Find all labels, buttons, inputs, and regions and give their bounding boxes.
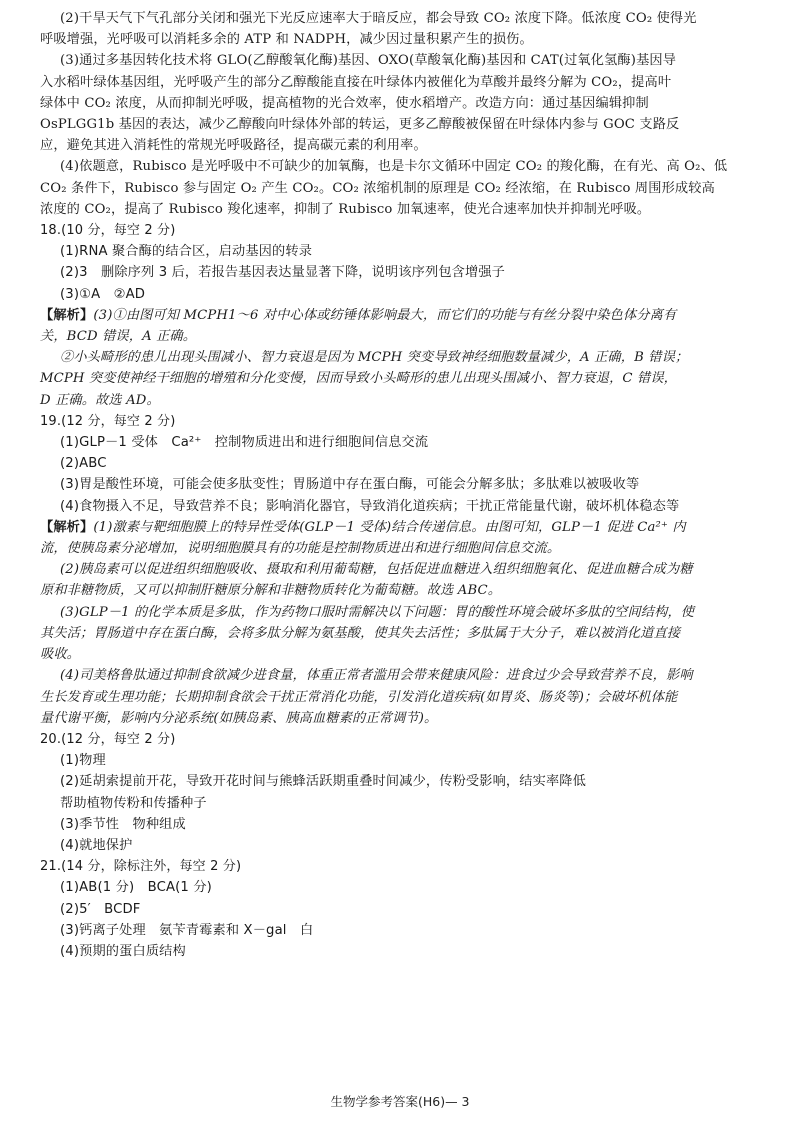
explanation-line: (4)司美格鲁肽通过抑制食欲减少进食量，体重正常者滥用会带来健康风险：进食过少会导致营养不良，影响 — [60, 668, 693, 684]
explanation-line: 关，BCD 错误，A 正确。 — [40, 329, 197, 345]
explanation-line: 流，使胰岛素分泌增加，说明细胞膜具有的功能是控制物质进出和进行细胞间信息交流。 — [40, 541, 561, 557]
answer-line: (3)①A ②AD — [60, 286, 146, 302]
question-heading: 20.(12 分，每空 2 分) — [40, 731, 176, 747]
q21-section — [40, 856, 768, 962]
text-line: 呼吸增强，光呼吸可以消耗多余的 ATP 和 NADPH，减少因过量积累产生的损伤。 — [40, 32, 533, 48]
explanation-line: MCPH 突变使神经干细胞的增殖和分化变慢，因而导致小头畸形的患儿出现头围减小、智力衰退，C 错误， — [40, 371, 677, 387]
page-footer: 生物学参考答案(H6)— 3 — [330, 1094, 470, 1109]
text-line: (4)依题意，Rubisco 是光呼吸中不可缺少的加氧酶，也是卡尔文循环中固定 CO₂ 的羧化酶，在有光、高 O₂、低 — [60, 159, 728, 175]
answer-line: (2)5′ BCDF — [60, 901, 141, 917]
q17-part4 — [40, 156, 768, 220]
text-line: (2)干旱天气下气孔部分关闭和强光下光反应速率大于暗反应，都会导致 CO₂ 浓度下降。低浓度 CO₂ 使得光 — [60, 11, 697, 26]
q17-part3 — [40, 50, 768, 156]
explanation-line: 生长发育或生理功能；长期抑制食欲会干扰正常消化功能，引发消化道疾病(如胃炎、肠炎等)；会破坏机体能 — [40, 689, 678, 705]
text-line: OsPLGG1b 基因的表达，减少乙醇酸向叶绿体外部的转运，更多乙醇酸被保留在叶绿体内参与 GOC 支路反 — [40, 117, 680, 133]
answer-line: (3)胃是酸性环境，可能会使多肽变性；胃肠道中存在蛋白酶，可能会分解多肽；多肽难以被吸收等 — [60, 477, 640, 493]
explanation-line: ②小头畸形的患儿出现头围减小、智力衰退是因为 MCPH 突变导致神经细胞数量减少，A 正确，B 错误； — [60, 350, 689, 366]
question-heading: 18.(10 分，每空 2 分) — [40, 223, 176, 239]
q18-section — [40, 220, 768, 411]
explanation-line — [40, 305, 768, 326]
explanation-label: 【解析】 — [40, 307, 94, 323]
question-heading: 19.(12 分，每空 2 分) — [40, 413, 176, 429]
text-line: CO₂ 条件下，Rubisco 参与固定 O₂ 产生 CO₂。CO₂ 浓缩机制的原理是 CO₂ 经浓缩，在 Rubisco 周围形成较高 — [40, 180, 715, 196]
text-line: 入水稻叶绿体基因组，光呼吸产生的部分乙醇酸能直接在叶绿体内被催化为草酸并最终分解为 CO₂，提高叶 — [40, 74, 672, 90]
explanation-line: 其失活；胃肠道中存在蛋白酶，会将多肽分解为氨基酸，使其失去活性；多肽属于大分子，难以被消化道直接 — [40, 625, 681, 641]
explanation-line: D 正确。故选 AD。 — [40, 392, 160, 408]
explanation-line: 原和非糖物质，又可以抑制肝糖原分解和非糖物质转化为葡萄糖。故选 ABC。 — [40, 583, 502, 599]
explanation-line: 吸收。 — [40, 647, 81, 663]
text-line: 浓度的 CO₂，提高了 Rubisco 羧化速率，抑制了 Rubisco 加氧速率，使光合速率加快并抑制光呼吸。 — [40, 201, 651, 217]
text-line: 绿体中 CO₂ 浓度，从而抑制光呼吸，提高植物的光合效率，使水稻增产。改造方向：通过基因编辑抑制 — [40, 95, 649, 111]
answer-line: (1)物理 — [60, 753, 106, 769]
explanation-line: (3)GLP－1 的化学本质是多肽，作为药物口服时需解决以下问题：胃的酸性环境会破坏多肽的空间结构，使 — [60, 604, 695, 620]
explanation-line: (2)胰岛素可以促进组织细胞吸收、摄取和利用葡萄糖，包括促进血糖进入组织细胞氧化、促进血糖合成为糖 — [60, 562, 693, 578]
answer-page — [40, 8, 768, 962]
q19-section — [40, 411, 768, 729]
answer-line: (2)ABC — [60, 456, 107, 472]
answer-line: (4)预期的蛋白质结构 — [60, 943, 186, 959]
answer-line: (2)延胡索提前开花，导致开花时间与熊蜂活跃期重叠时间减少，传粉受影响，结实率降低 — [60, 774, 586, 790]
answer-line: (1)RNA 聚合酶的结合区，启动基因的转录 — [60, 244, 313, 260]
answer-line: 帮助植物传粉和传播种子 — [60, 795, 207, 811]
explanation-line: 量代谢平衡，影响内分泌系统(如胰岛素、胰高血糖素的正常调节)。 — [40, 710, 438, 726]
q17-part2 — [40, 8, 768, 50]
explanation-line — [40, 517, 768, 538]
explanation-label: 【解析】 — [40, 519, 94, 535]
answer-line: (1)GLP－1 受体 Ca²⁺ 控制物质进出和进行细胞间信息交流 — [60, 435, 429, 451]
text-line: (3)通过多基因转化技术将 GLO(乙醇酸氧化酶)基因、OXO(草酸氧化酶)基因和 CAT(过氧化氢酶)基因导 — [60, 53, 677, 69]
explanation-text: (3)①由图可知 MCPH1～6 对中心体或纺锤体影响最大，而它们的功能与有丝分裂中染色体分离有 — [93, 307, 677, 323]
answer-line: (2)3 删除序列 3 后，若报告基因表达量显著下降，说明该序列包含增强子 — [60, 265, 506, 281]
answer-line: (3)季节性 物种组成 — [60, 816, 186, 832]
explanation-text: (1)激素与靶细胞膜上的特异性受体(GLP－1 受体)结合传递信息。由图可知，GLP－1 促进 Ca²⁺ 内 — [93, 519, 686, 535]
question-heading: 21.(14 分，除标注外，每空 2 分) — [40, 859, 242, 875]
q20-section — [40, 729, 768, 856]
answer-line: (3)钙离子处理 氨苄青霉素和 X－gal 白 — [60, 922, 314, 938]
answer-line: (4)就地保护 — [60, 837, 133, 853]
answer-line: (4)食物摄入不足，导致营养不良；影响消化器官，导致消化道疾病；干扰正常能量代谢，破坏机体稳态等 — [60, 498, 680, 514]
text-line: 应，避免其进入消耗性的常规光呼吸路径，提高碳元素的利用率。 — [40, 138, 427, 154]
answer-line: (1)AB(1 分) BCA(1 分) — [60, 880, 212, 896]
